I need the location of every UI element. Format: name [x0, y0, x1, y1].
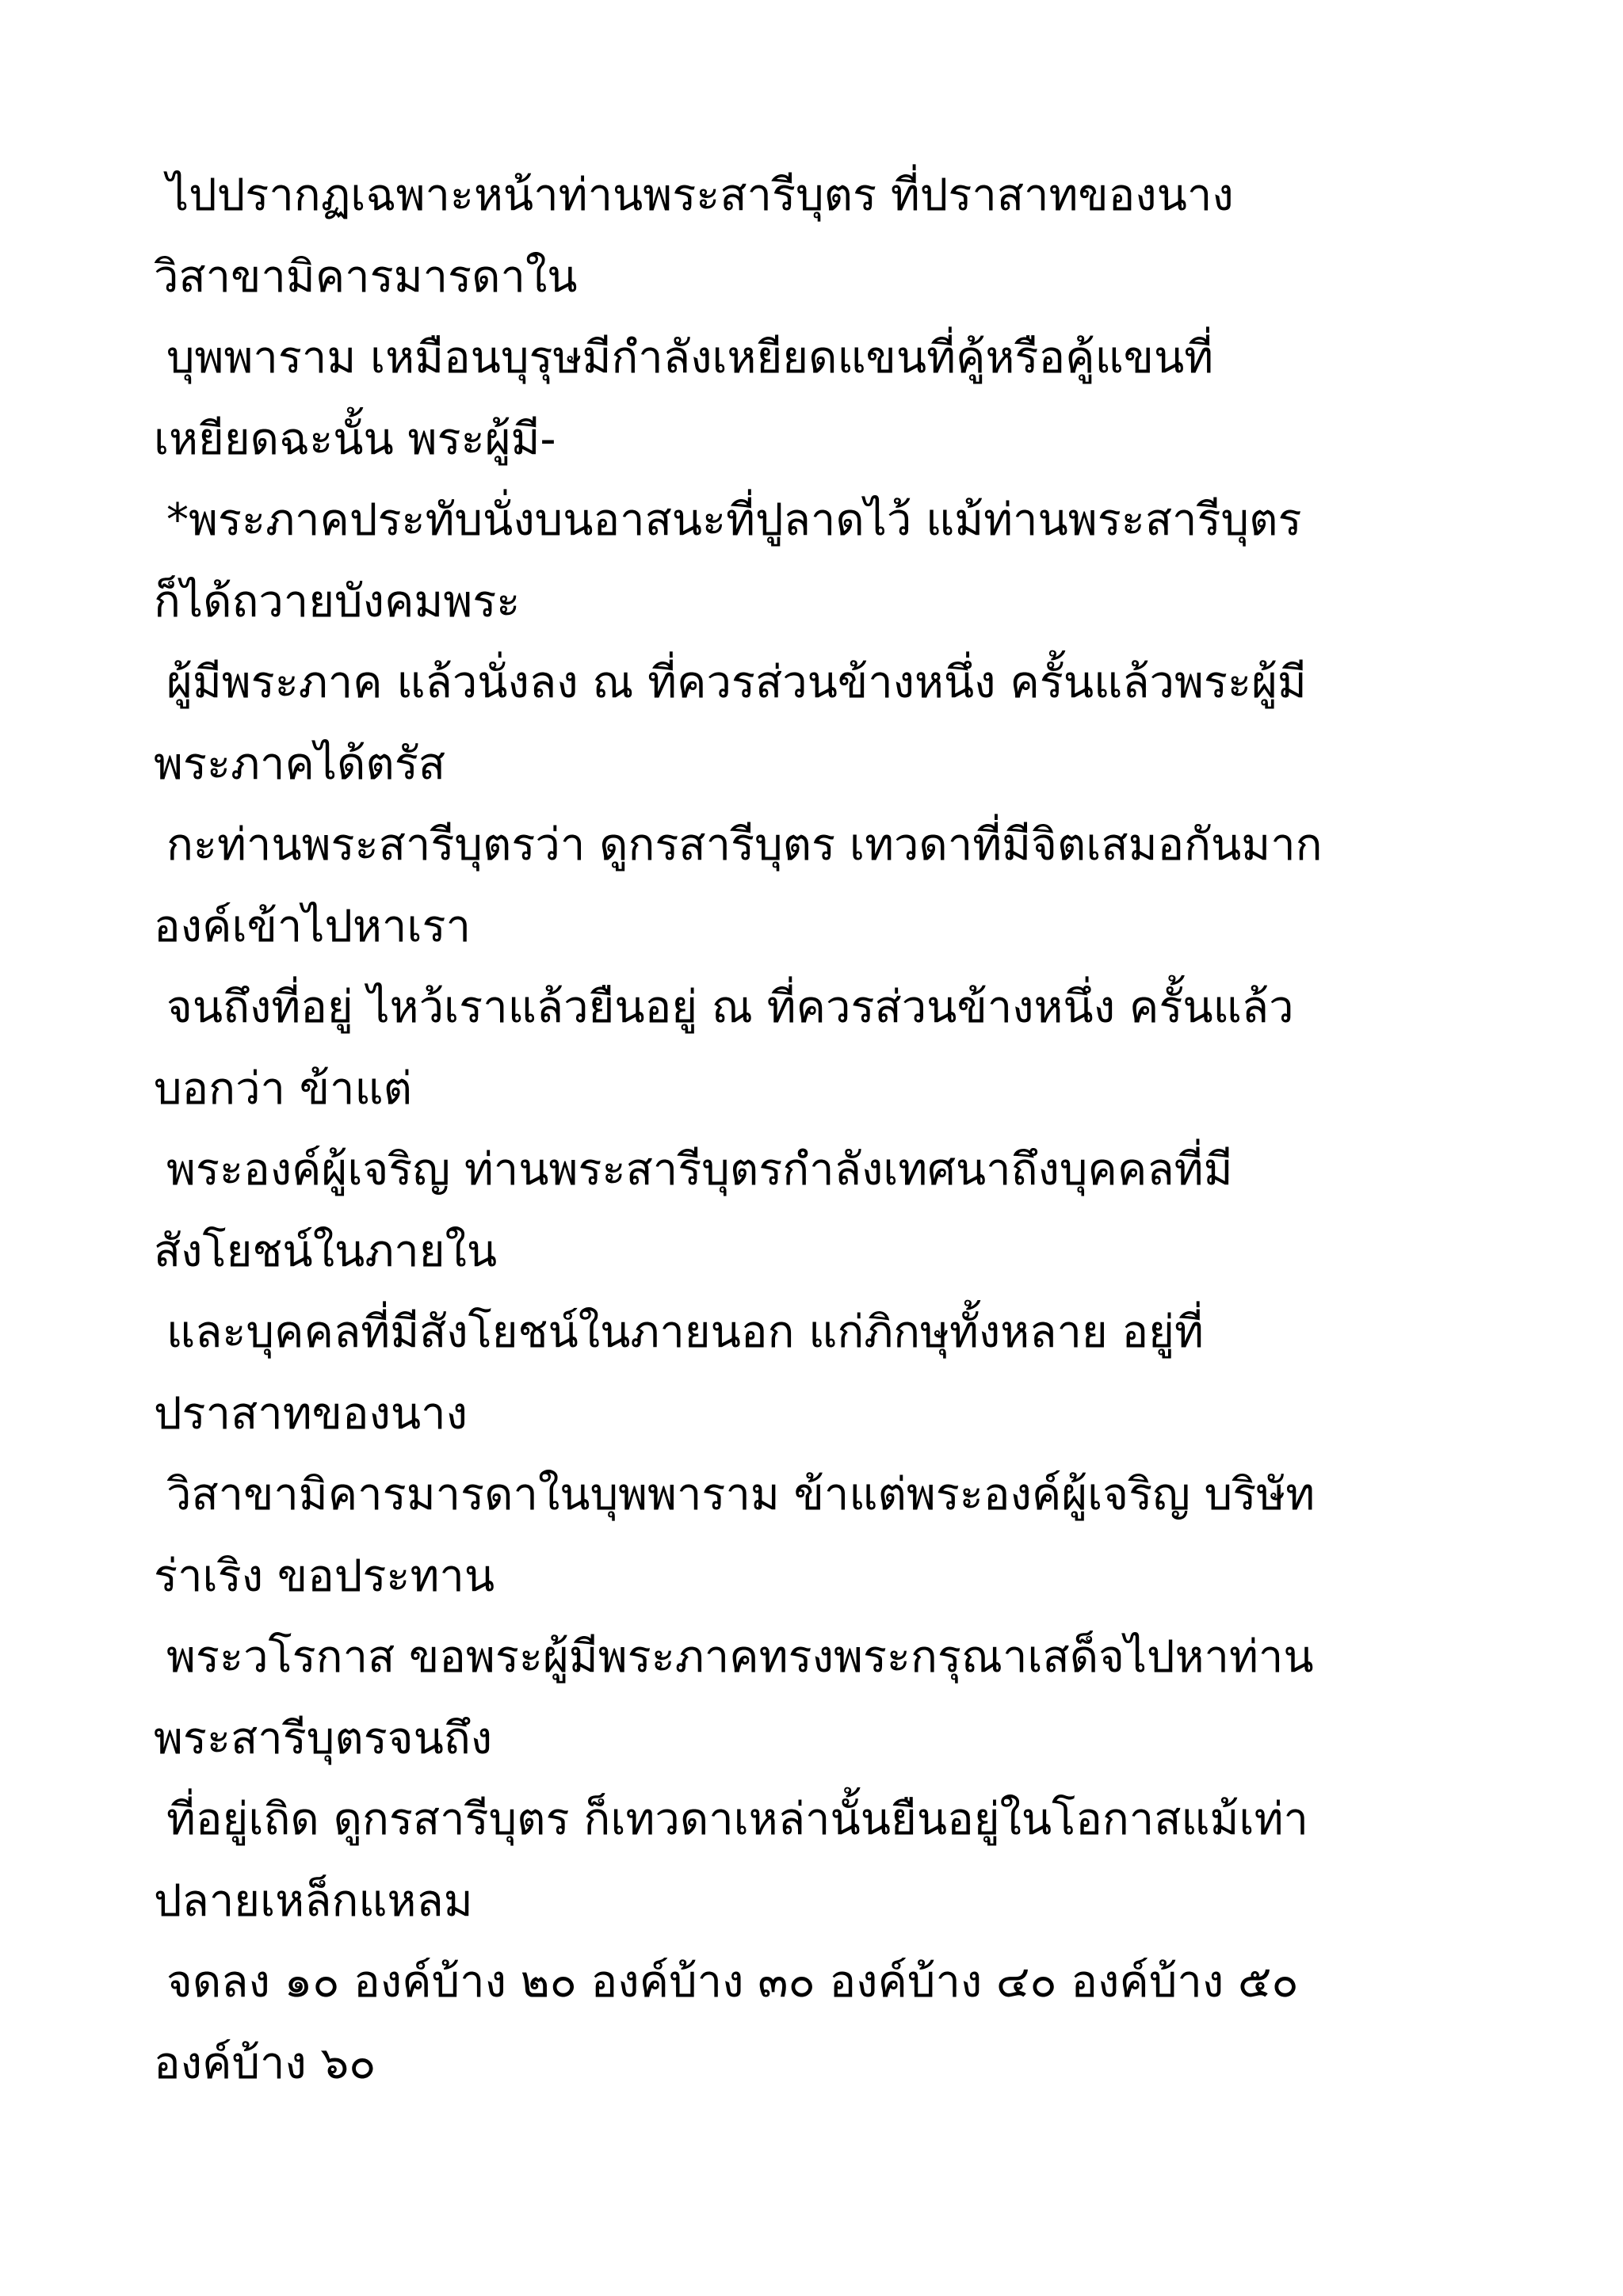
text-line: ปลายเหล็กแหลม — [154, 1875, 473, 1927]
text-line: พระวโรกาส ขอพระผู้มีพระภาคทรงพระกรุณาเสด็จไปหาท่าน — [166, 1631, 1314, 1683]
text-line: สังโยชน์ในภายใน — [154, 1225, 498, 1277]
text-line: ปราสาทของนาง — [154, 1387, 468, 1440]
text-line: ไปปรากฏเฉพาะหน้าท่านพระสารีบุตร ที่ปราสาทของนาง — [166, 170, 1234, 221]
text-line: บอกว่า ข้าแต่ — [154, 1062, 412, 1115]
text-line: บุพพาราม เหมือนบุรุษมีกำลังเหยียดแขนที่คู้หรือคู้แขนที่ — [166, 332, 1214, 383]
text-line: จดลง ๑๐ องค์บ้าง ๒๐ องค์บ้าง ๓๐ องค์บ้าง ๔๐ องค์บ้าง ๕๐ — [166, 1956, 1299, 2008]
text-line: วิสาขามิคารมารดาในบุพพาราม ข้าแต่พระองค์ผู้เจริญ บริษัท — [166, 1469, 1316, 1520]
text-line: กะท่านพระสารีบุตรว่า ดูกรสารีบุตร เทวดาที่มีจิตเสมอกันมาก — [166, 819, 1323, 871]
text-line: ก็ได้ถวายบังคมพระ — [154, 575, 521, 627]
text-line: เหยียดฉะนั้น พระผู้มี- — [154, 413, 556, 465]
text-line: องค์บ้าง ๖๐ — [154, 2037, 376, 2089]
body-text — [154, 155, 1485, 2104]
text-line: และบุคคลที่มีสังโยชน์ในภายนอก แก่ภิกษุทั้งหลาย อยู่ที่ — [166, 1306, 1204, 1358]
text-line: พระองค์ผู้เจริญ ท่านพระสารีบุตรกำลังเทศนาถึงบุคคลที่มี — [166, 1144, 1233, 1196]
text-line: ที่อยู่เถิด ดูกรสารีบุตร ก็เทวดาเหล่านั้นยืนอยู่ในโอกาสแม้เท่า — [166, 1794, 1308, 1845]
text-line: ร่าเริง ขอประทาน — [154, 1550, 495, 1602]
text-line: *พระภาคประทับนั่งบนอาสนะที่ปูลาดไว้ แม้ท่านพระสารีบุตร — [166, 494, 1302, 546]
text-line: ผู้มีพระภาค แล้วนั่งลง ณ ที่ควรส่วนข้างหนึ่ง ครั้นแล้วพระผู้มี — [166, 657, 1307, 708]
text-line: วิสาขามิคารมารดาใน — [154, 250, 578, 303]
text-line: องค์เข้าไปหาเรา — [154, 900, 472, 952]
text-line: จนถึงที่อยู่ ไหว้เราแล้วยืนอยู่ ณ ที่ควรส่วนข้างหนึ่ง ครั้นแล้ว — [166, 982, 1294, 1033]
text-line: พระภาคได้ตรัส — [154, 738, 446, 790]
text-line: พระสารีบุตรจนถึง — [154, 1712, 493, 1764]
